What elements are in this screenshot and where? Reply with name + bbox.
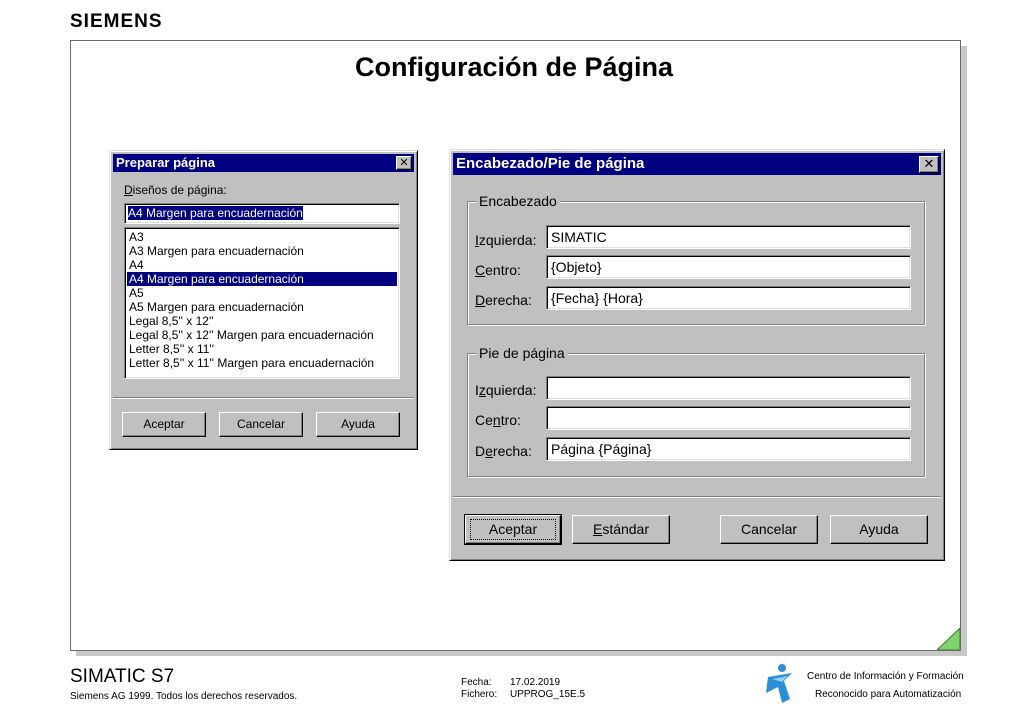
file-value: UPPROG_15E.5 [510,689,586,700]
page-setup-dialog [109,150,418,450]
header-center-label: Centro: [475,262,521,278]
dialog-separator [453,496,941,498]
list-item[interactable]: A3 Margen para encuadernación [129,244,304,258]
list-item[interactable]: A4 [129,258,144,272]
training-center-logo-icon [762,663,796,705]
accept-button[interactable]: Aceptar [465,515,561,544]
file-label: Fichero: [461,689,498,700]
dialog-separator [113,397,414,399]
cancel-button[interactable]: Cancelar [219,412,303,437]
center-line2: Reconocido para Automatización [815,689,962,700]
page-curl-icon [937,628,960,650]
layouts-label: Diseños de página: [124,183,227,197]
footer-center-label: Centro: [475,412,521,428]
header-right-label: Derecha: [475,292,532,308]
layout-selected-input[interactable]: A4 Margen para encuadernación [124,203,400,224]
header-group-label: Encabezado [476,193,560,209]
footer-right-input[interactable]: Página {Página} [546,437,911,461]
header-footer-title: Encabezado/Pie de página [456,155,645,172]
standard-button[interactable]: Estándar [572,515,670,544]
footer-group-label: Pie de página [476,345,568,361]
header-left-input[interactable]: SIMATIC [546,225,911,249]
header-left-label: Izquierda: [475,232,537,248]
list-item[interactable]: A3 [129,230,144,244]
list-item[interactable]: A5 Margen para encuadernación [129,300,304,314]
list-item[interactable]: A5 [129,286,144,300]
focus-rect [470,519,556,540]
header-center-input[interactable]: {Objeto} [546,255,911,279]
help-button[interactable]: Ayuda [316,412,400,437]
center-line1: Centro de Información y Formación [807,671,964,682]
close-icon[interactable]: ✕ [919,156,939,173]
cancel-button[interactable]: Cancelar [720,515,818,544]
help-button[interactable]: Ayuda [830,515,928,544]
header-right-input[interactable]: {Fecha} {Hora} [546,286,911,310]
accept-button[interactable]: Aceptar [122,412,206,437]
footer-right-label: Derecha: [475,443,532,459]
page-title: Configuración de Página [354,52,674,82]
date-value: 17.02.2019 [510,677,561,688]
footer-left-label: Izquierda: [475,382,537,398]
page-setup-title: Preparar página [116,155,215,170]
layouts-list[interactable] [124,227,400,379]
footer-center-input[interactable] [546,406,911,430]
list-item[interactable]: Legal 8,5'' x 12'' [129,314,214,328]
header-footer-dialog [449,149,945,561]
list-item[interactable]: Legal 8,5'' x 12'' Margen para encuadernación [129,328,374,342]
product-name: SIMATIC S7 [70,666,175,687]
date-label: Fecha: [461,677,492,688]
header-footer-titlebar[interactable] [453,153,941,175]
list-item[interactable]: Letter 8,5'' x 11'' Margen para encuadernación [129,356,375,370]
copyright-text: Siemens AG 1999. Todos los derechos reservados. [70,691,298,702]
close-icon[interactable]: ✕ [396,156,412,170]
page-setup-titlebar[interactable] [113,154,414,172]
list-item[interactable]: A4 Margen para encuadernación [127,272,397,286]
list-item[interactable]: Letter 8,5'' x 11'' [129,342,214,356]
footer-left-input[interactable] [546,376,911,400]
siemens-logo: SIEMENS [70,11,163,32]
